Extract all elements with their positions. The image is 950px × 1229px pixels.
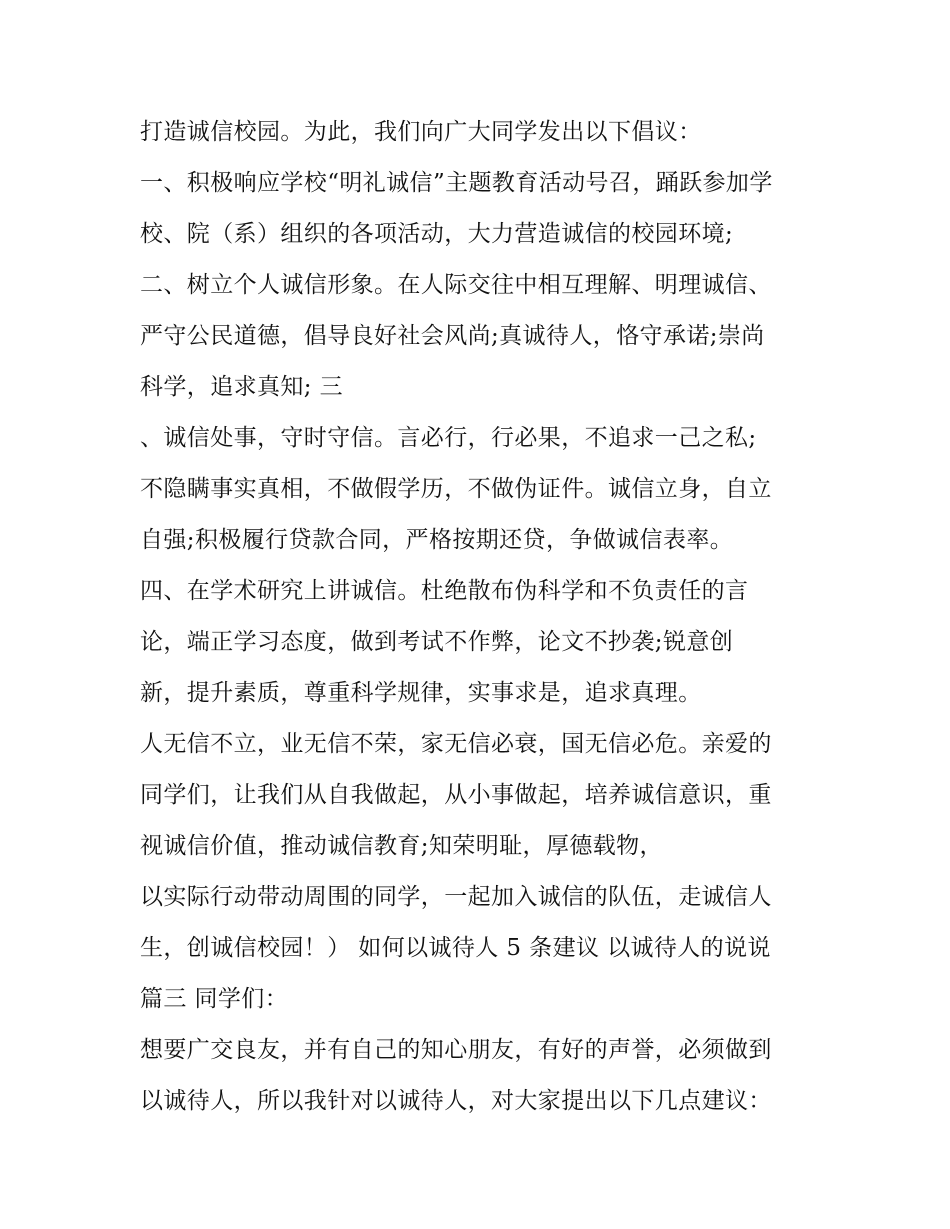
text-line: 打造诚信校园。为此，我们向广大同学发出以下倡议： — [140, 119, 702, 145]
text-line: 想要广交良友，并有自己的知心朋友，有好的声誉，必须做到 — [140, 1037, 772, 1063]
text-line: 二、树立个人诚信形象。在人际交往中相互理解、明理诚信、 — [140, 272, 772, 298]
text-line: 四、在学术研究上讲诚信。杜绝散布伪科学和不负责任的言 — [140, 578, 749, 604]
text-line: 不隐瞒事实真相，不做假学历，不做伪证件。诚信立身，自立 — [140, 476, 772, 502]
text-line: 视诚信价值，推动诚信教育;知荣明耻，厚德载物， — [140, 833, 663, 859]
text-line: 校、院（系）组织的各项活动，大力营造诚信的校园环境; — [140, 221, 734, 247]
text-line: 人无信不立，业无信不荣，家无信必衰，国无信必危。亲爱的 — [140, 731, 772, 757]
text-line: 新，提升素质，尊重科学规律，实事求是，追求真理。 — [140, 680, 702, 706]
text-line: 以诚待人，所以我针对以诚待人，对大家提出以下几点建议： — [140, 1088, 772, 1114]
text-line: 一、积极响应学校“明礼诚信”主题教育活动号召，踊跃参加学 — [140, 170, 773, 196]
text-line: 以实际行动带动周围的同学，一起加入诚信的队伍，走诚信人 — [140, 884, 772, 910]
text-line: 、诚信处事，守时守信。言必行，行必果，不追求一己之私; — [140, 425, 757, 451]
text-line: 严守公民道德，倡导良好社会风尚;真诚待人，恪守承诺;崇尚 — [140, 323, 765, 349]
text-line: 自强;积极履行贷款合同，严格按期还贷，争做诚信表率。 — [140, 527, 734, 553]
text-line: 生，创诚信校园！） 如何以诚待人 5 条建议 以诚待人的说说 — [140, 935, 771, 961]
text-line: 科学，追求真知; 三 — [140, 374, 344, 400]
text-line: 论，端正学习态度，做到考试不作弊，论文不抄袭;锐意创 — [140, 629, 734, 655]
text-line: 篇三 同学们： — [140, 986, 289, 1012]
text-line: 同学们，让我们从自我做起，从小事做起，培养诚信意识，重 — [140, 782, 772, 808]
document-body — [140, 107, 840, 1127]
